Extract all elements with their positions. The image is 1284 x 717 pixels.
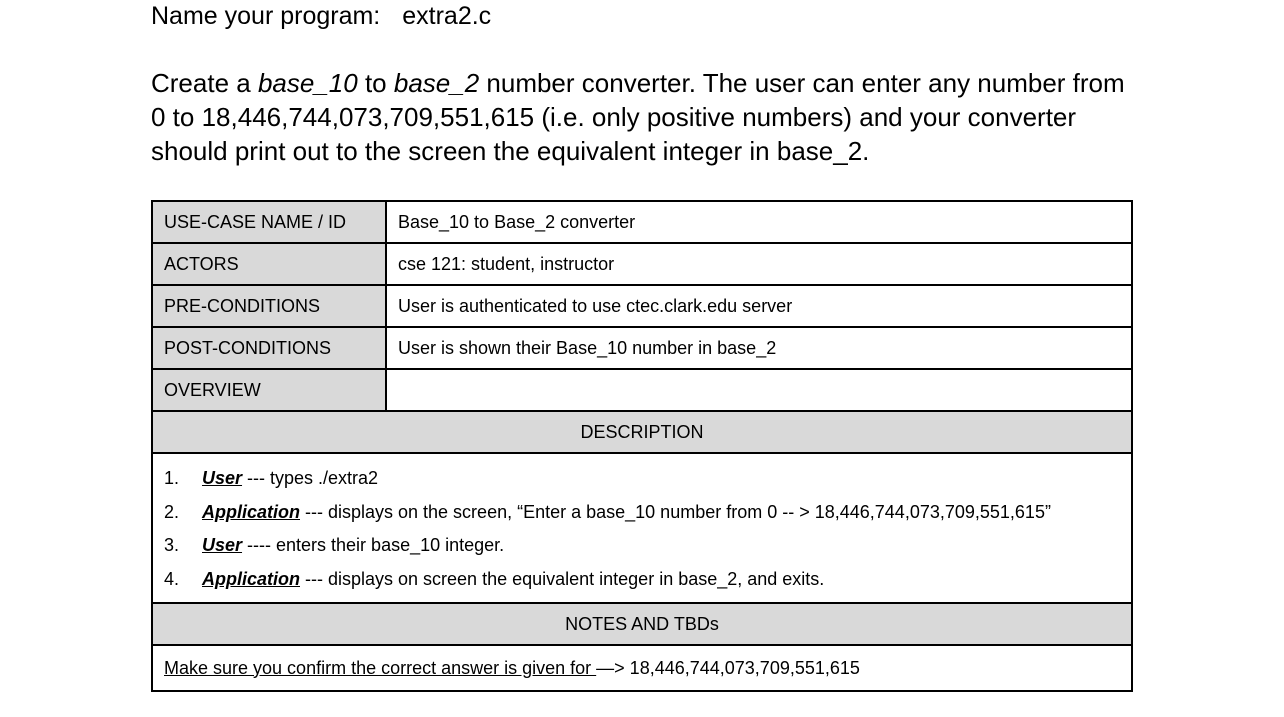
list-item [164,496,1120,530]
step-number: 3. [164,535,180,555]
pre-conditions-value: User is authenticated to use ctec.clark.edu server [386,285,1132,327]
use-case-table [151,200,1133,692]
step-actor: Application [202,568,300,589]
step-number: 1. [164,468,180,488]
intro-base2: base_2 [393,68,480,98]
actors-value: cse 121: student, instructor [386,243,1132,285]
program-name-line [151,0,1133,31]
table-row [152,411,1132,453]
document-page [151,0,1133,678]
assignment-description [151,66,1131,168]
list-item [164,563,1120,597]
pre-conditions-label: PRE-CONDITIONS [152,285,386,327]
table-row [152,201,1132,243]
use-case-name-value: Base_10 to Base_2 converter [386,201,1132,243]
step-actor: User [202,535,243,555]
step-text: --- types ./extra2 [242,468,379,488]
overview-label: OVERVIEW [152,369,386,411]
intro-base10: base_10 [257,68,358,98]
table-row [152,453,1132,603]
table-row [152,645,1132,691]
description-header: DESCRIPTION [152,411,1132,453]
table-row [152,369,1132,411]
step-actor: Application [202,501,300,522]
intro-text-3: number converter. The user can enter any number from 0 to 18,446,744,073,709,551,615 (i.e. only positive numbers) and your converter should print out to the screen the equivalent integer in base_2. [151,68,1125,166]
actors-label: ACTORS [152,243,386,285]
post-conditions-label: POST-CONDITIONS [152,327,386,369]
list-item [164,462,1120,496]
step-number: 4. [164,568,180,589]
notes-content [152,645,1132,691]
list-item [164,529,1120,563]
step-number: 2. [164,501,180,522]
intro-text-2: to [357,68,394,98]
overview-value [386,369,1132,411]
program-name-label: Name your program: [151,2,381,30]
step-text: --- displays on screen the equivalent integer in base_2, and exits. [300,568,825,589]
table-row [152,285,1132,327]
table-row [152,327,1132,369]
description-steps [152,453,1132,603]
step-text: --- displays on the screen, “Enter a base_10 number from 0 -- > 18,446,744,073,709,551,615” [300,501,1051,522]
notes-instruction: Make sure you confirm the correct answer is given for [164,657,597,678]
use-case-name-label: USE-CASE NAME / ID [152,201,386,243]
step-text: ---- enters their base_10 integer. [242,535,505,555]
notes-max-value: —> 18,446,744,073,709,551,615 [596,657,860,678]
step-actor: User [202,468,243,488]
table-row [152,603,1132,645]
program-filename: extra2.c [402,2,492,30]
table-row [152,243,1132,285]
post-conditions-value: User is shown their Base_10 number in base_2 [386,327,1132,369]
intro-text-1: Create a [151,68,258,98]
notes-header: NOTES AND TBDs [152,603,1132,645]
